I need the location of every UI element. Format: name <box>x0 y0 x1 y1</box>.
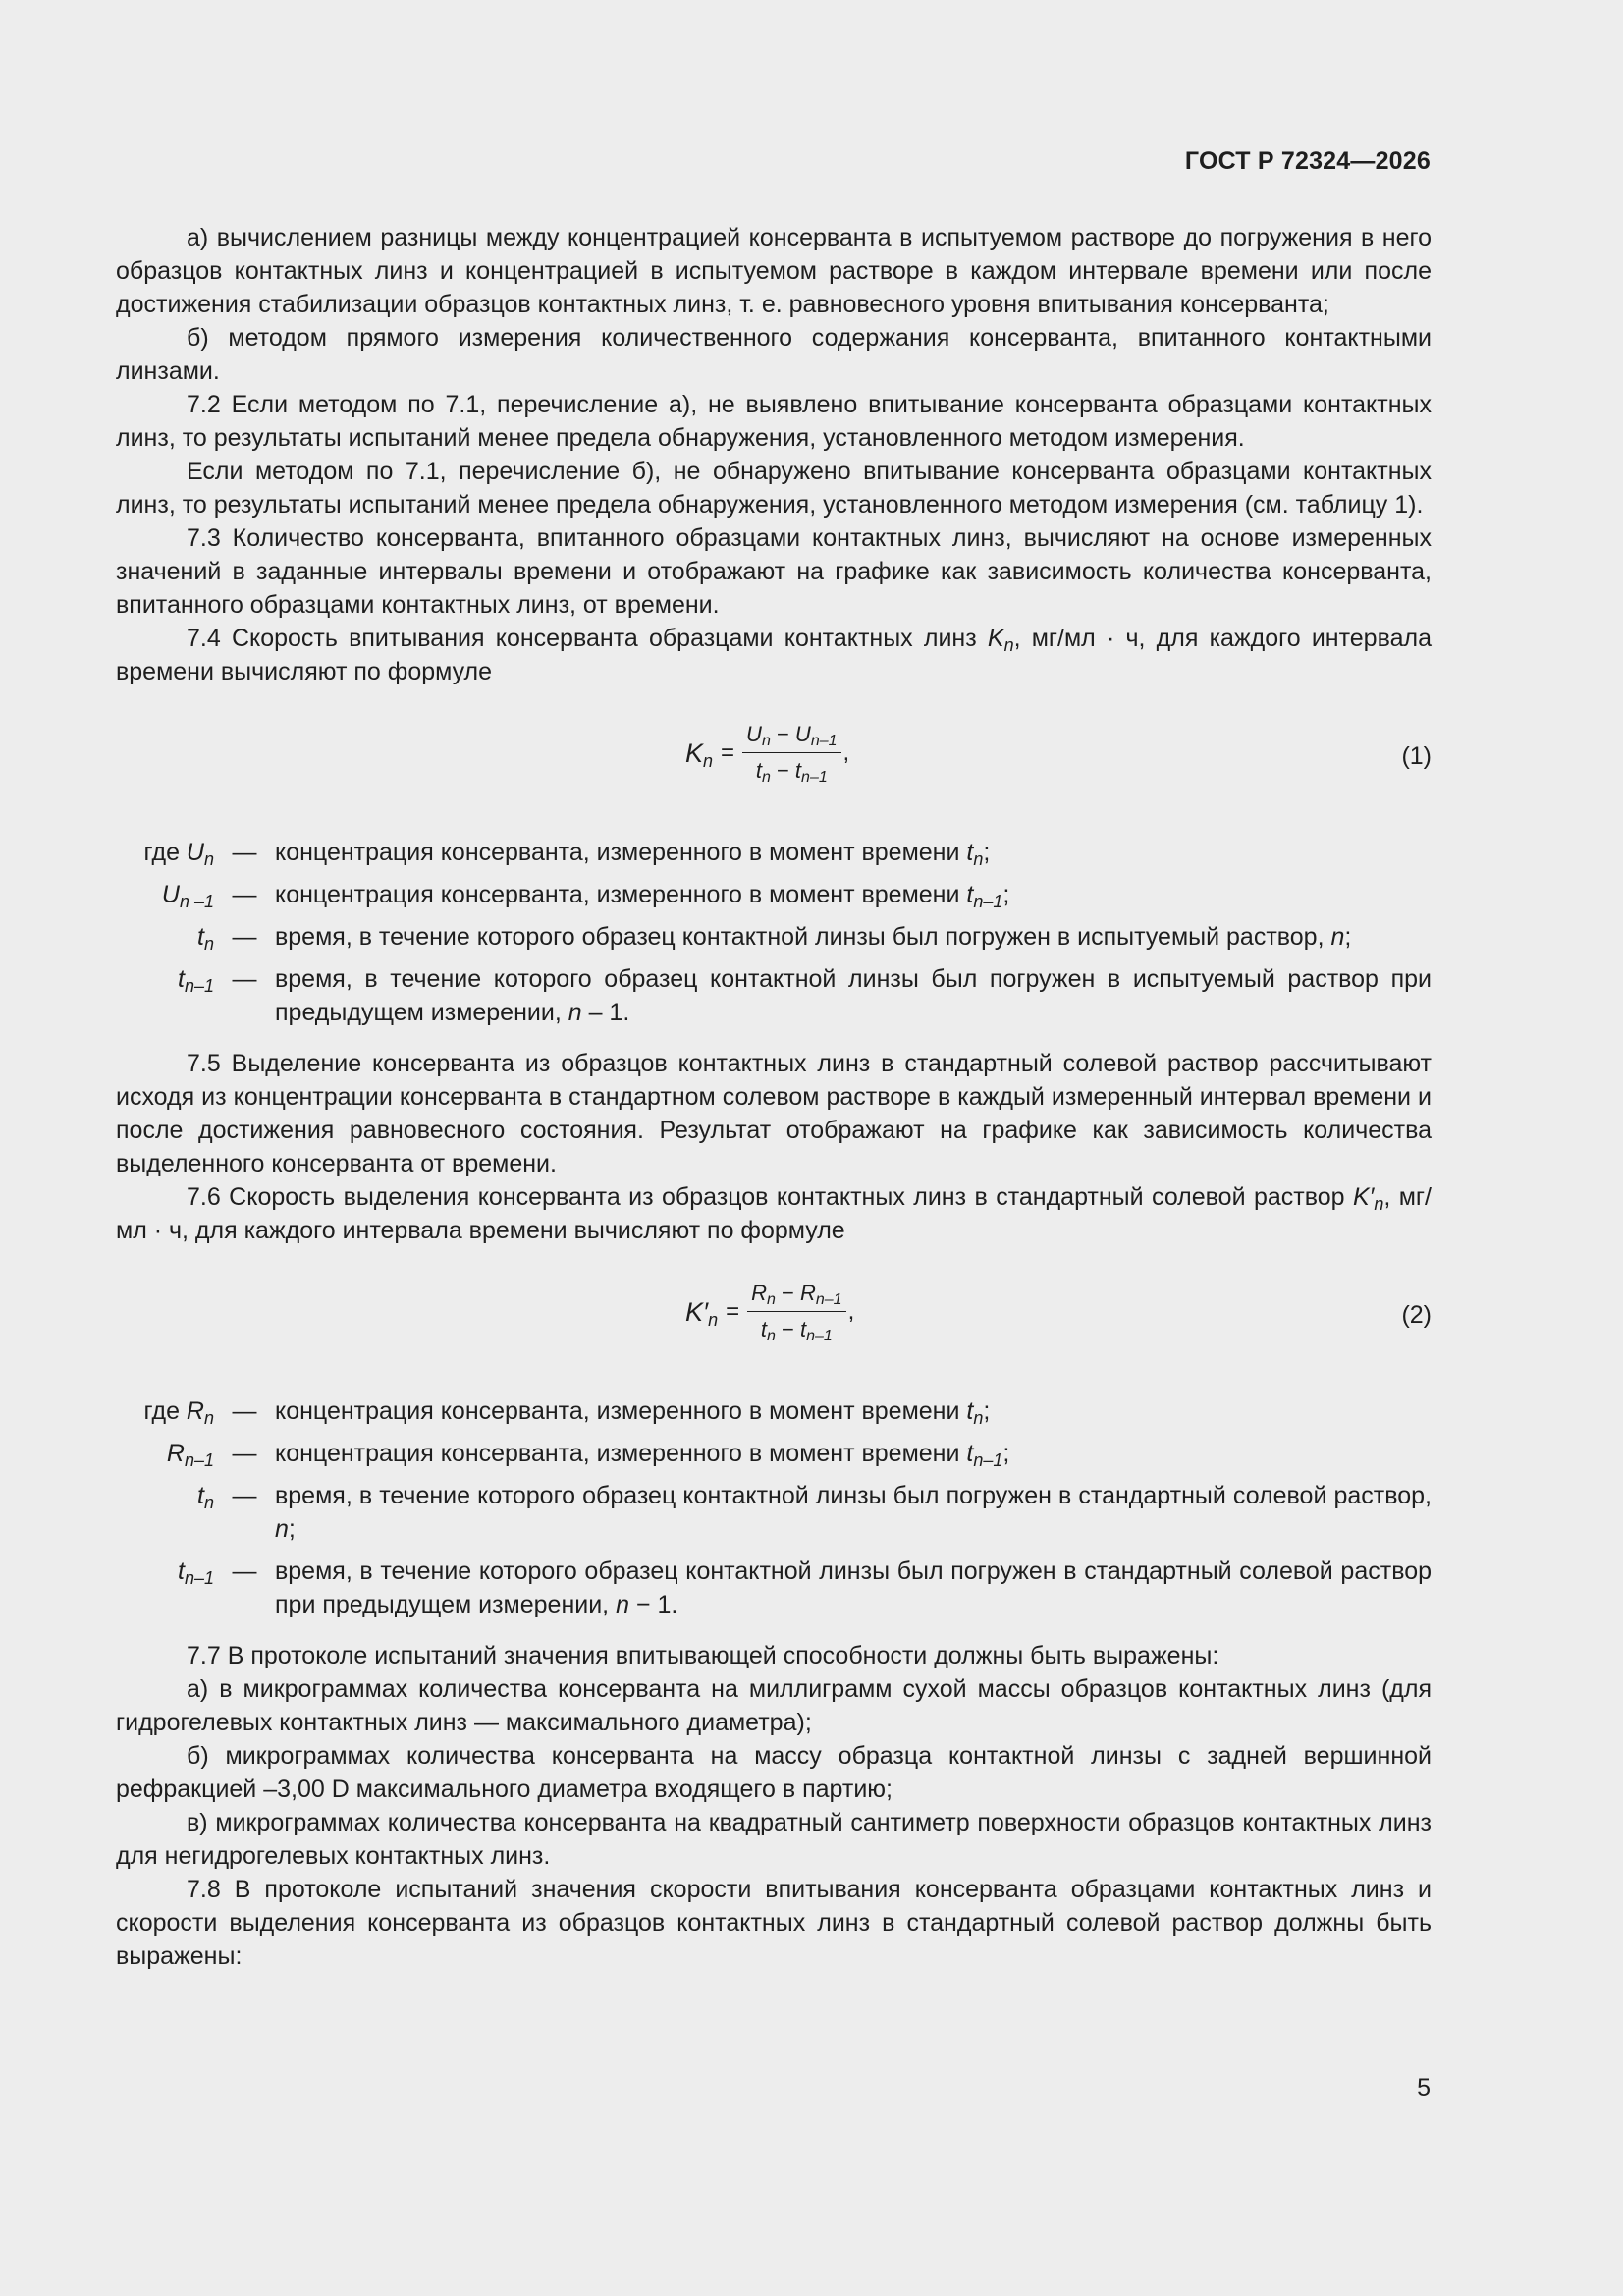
legend-row: $t_{n-1}$ — время, в течение которого образец контактной линзы был погружен в испытуемый раствор при предыдущем измерении, n – 1. <box>178 965 1432 1026</box>
equation-number: (2) <box>1401 1301 1432 1329</box>
paragraph-7-6: 7.6 Скорость выделения консерванта из образцов контактных линз в стандартный солевой раствор $K'_n$, мг/мл · ч, для каждого интервала времени вычисляют по формуле <box>116 1183 1432 1244</box>
paragraph-7-7: 7.7 В протоколе испытаний значения впитывающей способности должны быть выражены: <box>187 1642 1219 1669</box>
page-number: 5 <box>1417 2074 1431 2102</box>
legend-row: $R_{n-1}$ — концентрация консерванта, измеренного в момент времени $t_{n-1}$; <box>166 1440 1010 1470</box>
paragraph: Если методом по 7.1, перечисление б), не обнаружено впитывание консерванта образцами контактных линз, то результаты испытаний менее предела обнаружения, установленного методом измерения (см. таблицу 1). <box>116 458 1432 519</box>
document-body <box>116 221 1432 1973</box>
formula-2-legend <box>116 1394 1432 1621</box>
formula-1: $K_n$ = $\frac{U_n - U_{n-1}}{t_n - t_{n-1}}$ , (1) <box>685 722 1432 786</box>
paragraph-7-8: 7.8 В протоколе испытаний значения скорости впитывания консерванта образцами контактных линз и скорости выделения консерванта из образцов контактных линз в стандартный солевой раствор должны быть выражены: <box>116 1876 1432 1970</box>
equation-number: (1) <box>1401 742 1432 770</box>
paragraph-7-4: 7.4 Скорость впитывания консерванта образцами контактных линз $K_n$, мг/мл · ч, для каждого интервала времени вычисляют по формуле <box>116 625 1432 685</box>
legend-row: $t_n$ — время, в течение которого образец контактной линзы был погружен в испытуемый раствор, n; <box>197 923 1352 954</box>
legend-row: $t_{n-1}$ — время, в течение которого образец контактной линзы был погружен в стандартный солевой раствор при предыдущем измерении, n − 1. <box>178 1558 1432 1618</box>
paragraph: б) методом прямого измерения количественного содержания консерванта, впитанного контактными линзами. <box>116 324 1432 385</box>
legend-row: где $R_n$ — концентрация консерванта, измеренного в момент времени $t_n$; <box>143 1397 991 1428</box>
fraction: $\frac{R_n - R_{n-1}}{t_n - t_{n-1}}$ <box>747 1279 845 1344</box>
formula-2: $K'_n$ = $\frac{R_n - R_{n-1}}{t_n - t_{n-1}}$ , (2) <box>685 1281 1432 1344</box>
legend-row: $U_{n -1}$ — концентрация консерванта, измеренного в момент времени $t_{n-1}$; <box>161 881 1010 911</box>
formula-1-legend <box>116 836 1432 1029</box>
paragraph: б) микрограммах количества консерванта на массу образца контактной линзы с задней вершинной рефракцией –3,00 D максимального диаметра входящего в партию; <box>116 1742 1432 1803</box>
legend-row: где $U_n$ — концентрация консерванта, измеренного в момент времени $t_n$; <box>143 839 991 869</box>
document-header: ГОСТ Р 72324—2026 <box>1184 147 1431 175</box>
paragraph: в) микрограммах количества консерванта на квадратный сантиметр поверхности образцов контактных линз для негидрогелевых контактных линз. <box>116 1809 1432 1870</box>
fraction: $\frac{U_n - U_{n-1}}{t_n - t_{n-1}}$ <box>742 720 840 786</box>
paragraph: 7.2 Если методом по 7.1, перечисление а), не выявлено впитывание консерванта образцами контактных линз, то результаты испытаний менее предела обнаружения, установленного методом измерения. <box>116 391 1432 452</box>
paragraph: 7.3 Количество консерванта, впитанного образцами контактных линз, вычисляют на основе измеренных значений в заданные интервалы времени и отображают на графике как зависимость количества консерванта, впитанного образцами контактных линз, от времени. <box>116 524 1432 619</box>
paragraph: а) в микрограммах количества консерванта на миллиграмм сухой массы образцов контактных линз (для гидрогелевых контактных линз — максимального диаметра); <box>116 1675 1432 1736</box>
paragraph-7-5: 7.5 Выделение консерванта из образцов контактных линз в стандартный солевой раствор рассчитывают исходя из концентрации консерванта в стандартном солевом растворе в каждый измеренный интервал времени и после достижения равновесного состояния. Результат отображают на графике как зависимость количества выделенного консерванта от времени. <box>116 1050 1432 1177</box>
legend-row: $t_n$ — время, в течение которого образец контактной линзы был погружен в стандартный солевой раствор, n; <box>197 1482 1432 1543</box>
paragraph: а) вычислением разницы между концентрацией консерванта в испытуемом растворе до погружения в него образцов контактных линз и концентрацией в испытуемом растворе в каждом интервале времени или после достижения стабилизации образцов контактных линз, т. е. равновесного уровня впитывания консерванта; <box>116 224 1432 318</box>
